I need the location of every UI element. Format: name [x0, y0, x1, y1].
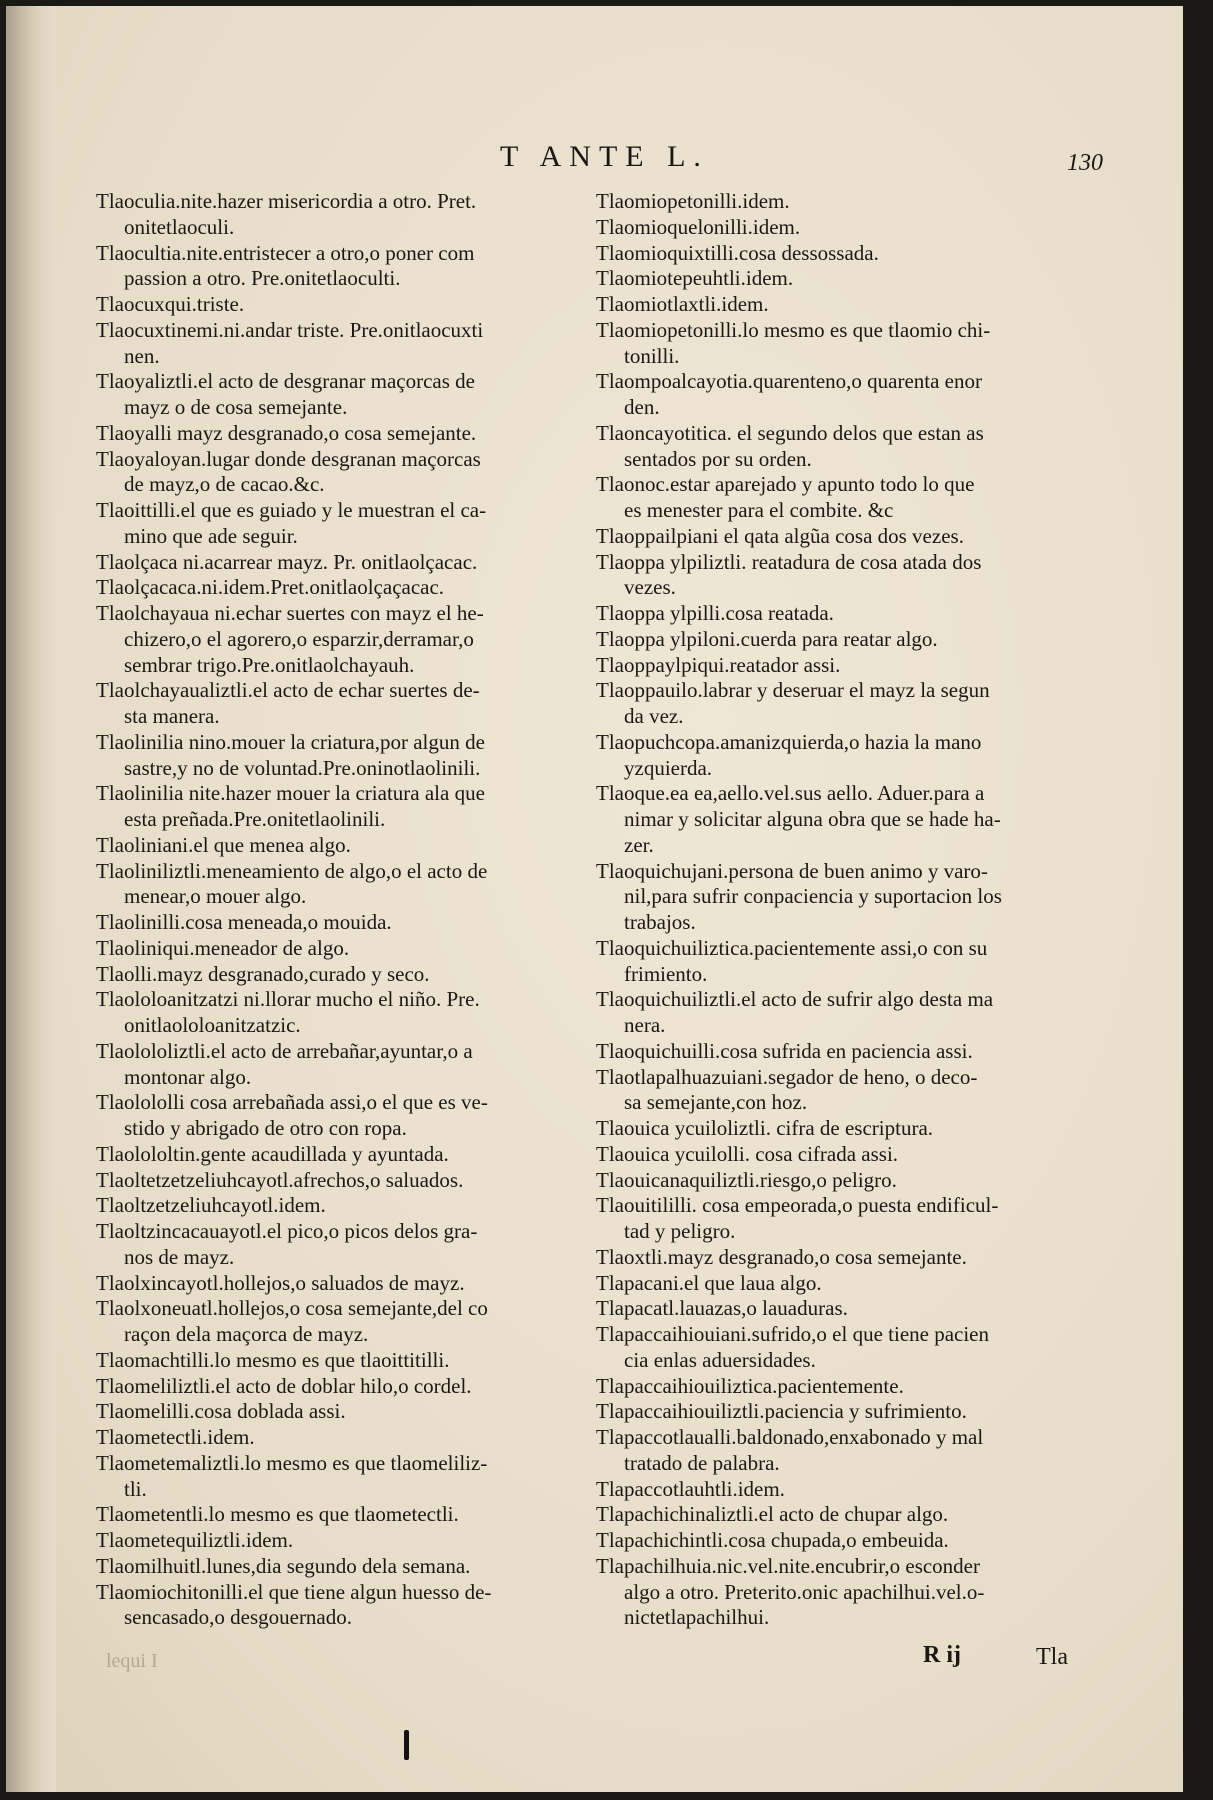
dictionary-entry: Tlaoppa ylpilli.cosa reatada. — [596, 601, 834, 625]
dictionary-entry: Tlaololoanitzatzi ni.llorar mucho el niño. Pre. onitlaololoanitzatzic. — [96, 987, 480, 1037]
dictionary-entry: Tlaomiopetonilli.lo mesmo es que tlaomio chi- tonilli. — [596, 317, 991, 368]
dictionary-entry: Tlaoquichuilli.cosa sufrida en paciencia assi. — [596, 1038, 973, 1063]
dictionary-entry: Tlaomiochitonilli.el que tiene algun huesso de- sencasado,o desgouernado. — [96, 1579, 492, 1630]
dictionary-entry: Tlaoculia.nite.hazer misericordia a otro. Pret. onitetlaoculi. — [96, 189, 477, 239]
dictionary-entry: Tlaolçaca ni.acarrear mayz. Pr. onitlaolçacac. — [96, 549, 478, 574]
book-page — [6, 6, 1183, 1792]
left-column — [96, 189, 566, 1631]
dictionary-entry: Tlaoltzetzeliuhcayotl.idem. — [96, 1193, 326, 1218]
dictionary-entry: Tlaomeliliztli.el acto de doblar hilo,o cordel. — [96, 1373, 472, 1398]
dictionary-entry: Tlaoyalli mayz desgranado,o cosa semejante. — [96, 420, 477, 445]
dictionary-entry: Tlaolololtin.gente acaudillada y ayuntada. — [96, 1141, 449, 1166]
dictionary-entry: Tlaomelilli.cosa doblada assi. — [96, 1399, 346, 1424]
dictionary-entry: Tlaoque.ea ea,aello.vel.sus aello. Aduer.para a nimar y solicitar alguna obra que se hade ha- zer. — [596, 781, 1001, 857]
dictionary-entry: Tlaolchayaua ni.echar suertes con mayz el he- chizero,o el agorero,o esparzir,derramar,o sembrar trigo.Pre.onitlaolchayauh. — [96, 601, 484, 677]
dictionary-entry: Tlaoppaylpiqui.reatador assi. — [596, 652, 841, 677]
dictionary-entry: Tlaolinilia nino.mouer la criatura,por algun de sastre,y no de voluntad.Pre.oninotlaolinili. — [96, 729, 485, 780]
dictionary-entry: Tlaolololiztli.el acto de arrebañar,ayuntar,o a montonar algo. — [96, 1038, 473, 1089]
dictionary-entry: Tlaocuxtinemi.ni.andar triste. Pre.onitlaocuxti nen. — [96, 317, 484, 368]
dictionary-entry: Tlaolxoneuatl.hollejos,o cosa semejante,del co raçon dela maçorca de mayz. — [96, 1296, 488, 1346]
dictionary-entry: Tlaoltzincacauayotl.el pico,o picos delos gra- nos de mayz. — [96, 1219, 478, 1269]
dictionary-entry: Tlaomioquelonilli.idem. — [596, 214, 801, 239]
dictionary-entry: Tlaolinilli.cosa meneada,o mouida. — [96, 910, 392, 934]
dictionary-entry: Tlaouica ycuiloliztli. cifra de escriptura. — [596, 1116, 934, 1140]
dictionary-entry: Tlaouica ycuilolli. cosa cifrada assi. — [596, 1141, 899, 1166]
dictionary-entry: Tlapaccaihiouiliztica.pacientemente. — [596, 1373, 904, 1398]
dictionary-entry: Tlaolchayaualiztli.el acto de echar suertes de- sta manera. — [96, 678, 480, 728]
dictionary-entry: Tlaoliniqui.meneador de algo. — [96, 935, 350, 960]
dictionary-entry: Tlaouicanaquiliztli.riesgo,o peligro. — [596, 1167, 897, 1192]
dictionary-entry: Tlapaccaihiouiani.sufrido,o el que tiene pacien cia enlas aduersidades. — [596, 1322, 990, 1372]
dictionary-entry: Tlapaccaihiouiliztli.paciencia y sufrimiento. — [596, 1399, 967, 1424]
dictionary-entry: Tlaompoalcayotia.quarenteno,o quarenta enor den. — [596, 369, 982, 419]
dictionary-entry: Tlaomioquixtilli.cosa dessossada. — [596, 240, 879, 265]
dictionary-entry: Tlaoppa ylpiloni.cuerda para reatar algo. — [596, 626, 938, 651]
dictionary-entry: Tlaoittilli.el que es guiado y le muestran el ca- mino que ade seguir. — [96, 498, 487, 548]
dictionary-entry: Tlaoxtli.mayz desgranado,o cosa semejante. — [596, 1244, 967, 1269]
dictionary-entry: Tlaoppailpiani el qata algũa cosa dos vezes. — [596, 523, 964, 548]
dictionary-entry: Tlaonoc.estar aparejado y apunto todo lo que es menester para el combite. &c — [596, 472, 975, 522]
dictionary-entry: Tlapaccotlauhtli.idem. — [596, 1476, 785, 1501]
dictionary-entry: Tlaouitililli. cosa empeorada,o puesta endificul- tad y peligro. — [596, 1193, 999, 1243]
dictionary-entry: Tlaolxincayotl.hollejos,o saluados de mayz. — [96, 1270, 465, 1295]
running-title: T ANTE L. — [500, 140, 709, 173]
dictionary-entry: Tlaotlapalhuazuiani.segador de heno, o deco- sa semejante,con hoz. — [596, 1064, 978, 1115]
dictionary-entry: Tlaomiotlaxtli.idem. — [596, 292, 769, 316]
dictionary-entry: Tlaomachtilli.lo mesmo es que tlaoittitilli. — [96, 1347, 450, 1372]
dictionary-entry: Tlaometectli.idem. — [96, 1425, 255, 1449]
dictionary-entry: Tlaolli.mayz desgranado,curado y seco. — [96, 961, 430, 986]
binding-gutter — [6, 6, 56, 1792]
dictionary-entry: Tlaocuxqui.triste. — [96, 292, 245, 316]
bleed-through-text: lequi I — [106, 1650, 158, 1672]
dictionary-entry: Tlaoppauilo.labrar y deseruar el mayz la segun da vez. — [596, 678, 990, 728]
signature-mark: R ij — [923, 1642, 961, 1668]
dictionary-entry: Tlaoquichuiliztli.el acto de sufrir algo desta ma nera. — [596, 987, 994, 1037]
dictionary-entry: Tlaoppa ylpiliztli. reatadura de cosa atada dos vezes. — [596, 549, 982, 600]
dictionary-entry: Tlapachilhuia.nic.vel.nite.encubrir,o esconder algo a otro. Preterito.onic apachilhui.vel.o- nictetlapachilhui. — [596, 1553, 985, 1630]
dictionary-entry: Tlaoquichuiliztica.pacientemente assi,o con su frimiento. — [596, 935, 988, 986]
folio-number: 130 — [1067, 150, 1103, 176]
dictionary-entry: Tlaomilhuitl.lunes,dia segundo dela semana. — [96, 1553, 471, 1578]
dictionary-entry: Tlaoncayotitica. el segundo delos que estan as sentados por su orden. — [596, 420, 984, 471]
dictionary-entry: Tlaoliniani.el que menea algo. — [96, 832, 351, 857]
dictionary-entry: Tlaoltetzetzeliuhcayotl.afrechos,o saluados. — [96, 1167, 464, 1192]
dictionary-entry: Tlaopuchcopa.amanizquierda,o hazia la mano yzquierda. — [596, 729, 982, 780]
dictionary-entry: Tlapacani.el que laua algo. — [596, 1270, 822, 1295]
dictionary-entry: Tlaoliniliztli.meneamiento de algo,o el acto de menear,o mouer algo. — [96, 858, 488, 909]
right-column — [596, 189, 1076, 1631]
dictionary-entry: Tlaomiotepeuhtli.idem. — [596, 266, 794, 291]
dictionary-entry: Tlapachichinaliztli.el acto de chupar algo. — [596, 1502, 949, 1527]
catchword: Tla — [1036, 1644, 1068, 1670]
dictionary-entry: Tlaometentli.lo mesmo es que tlaometectli. — [96, 1502, 459, 1527]
dictionary-entry: Tlapachichintli.cosa chupada,o embeuida. — [596, 1528, 949, 1552]
dictionary-entry: Tlaocultia.nite.entristecer a otro,o poner com passion a otro. Pre.onitetlaoculti. — [96, 240, 475, 291]
dictionary-entry: Tlaolololli cosa arrebañada assi,o el que es ve- stido y abrigado de otro con ropa. — [96, 1090, 488, 1140]
dictionary-entry: Tlaoyaloyan.lugar donde desgranan maçorcas de mayz,o de cacao.&c. — [96, 446, 481, 497]
dictionary-entry: Tlaoyaliztli.el acto de desgranar maçorcas de mayz o de cosa semejante. — [96, 369, 475, 419]
dictionary-entry: Tlaolinilia nite.hazer mouer la criatura ala que esta preñada.Pre.onitetlaolinili. — [96, 781, 485, 831]
dictionary-entry: Tlaomiopetonilli.idem. — [596, 189, 790, 213]
dictionary-entry: Tlaometemaliztli.lo mesmo es que tlaomeliliz- tli. — [96, 1450, 488, 1501]
dictionary-entry: Tlapacatl.lauazas,o lauaduras. — [596, 1296, 848, 1321]
dictionary-entry: Tlaoquichujani.persona de buen animo y varo- nil,para sufrir conpaciencia y suportacion los trabajos. — [596, 858, 1002, 934]
ink-mark — [404, 1730, 409, 1760]
dictionary-entry: Tlaometequiliztli.idem. — [96, 1528, 294, 1552]
dictionary-entry: Tlapaccotlaualli.baldonado,enxabonado y mal tratado de palabra. — [596, 1425, 984, 1475]
dictionary-entry: Tlaolçacaca.ni.idem.Pret.onitlaolçaçacac. — [96, 575, 445, 600]
